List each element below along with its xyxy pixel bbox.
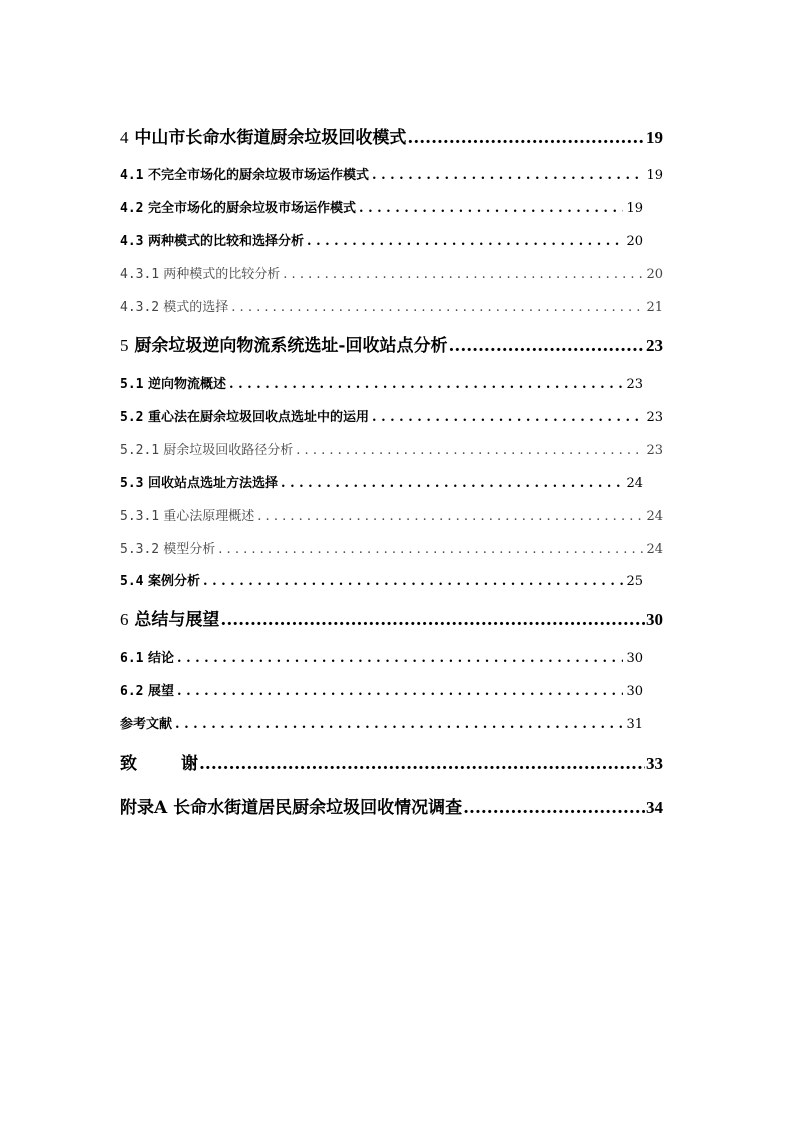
page-number: 19 — [646, 128, 663, 147]
toc-entry-chapter-4[interactable]: 4 中山市长命水街道厨余垃圾回收模式 ..... 19 — [120, 124, 663, 148]
page-number: 24 — [646, 542, 663, 557]
toc-entry-title: 回收站点选址方法选择 — [148, 476, 279, 491]
page-number: 23 — [646, 410, 663, 425]
dot-leader — [257, 509, 643, 524]
toc-entry-5-3-2[interactable]: 5.3.2 模型分析 . . . 24 — [120, 537, 663, 557]
toc-entry-5-2[interactable]: 5.2 重心法在厨余垃圾回收点选址中的运用 . . . 23 — [120, 405, 663, 425]
toc-entry-title: 完全市场化的厨余垃圾市场运作模式 — [148, 201, 357, 216]
toc-entry-5-2-1[interactable]: 5.2.1 厨余垃圾回收路径分析 . . . 23 — [120, 438, 663, 458]
toc-entry-title: 参考文献 — [120, 717, 173, 732]
dot-leader — [203, 574, 623, 589]
page-number: 30 — [626, 684, 643, 699]
page-number: 34 — [646, 798, 663, 817]
toc-entry-title: 长命水街道居民厨余垃圾回收情况调查 — [173, 798, 463, 818]
page-number: 23 — [646, 336, 663, 355]
dot-leader — [231, 300, 643, 315]
toc-entry-title: 总结与展望 — [134, 610, 220, 630]
page-number: 30 — [626, 651, 643, 666]
toc-entry-title: 模型分析 — [163, 542, 216, 557]
page-number: 23 — [646, 443, 663, 458]
toc-entry-title: 谢 — [181, 754, 198, 774]
dot-leader — [281, 476, 623, 491]
dot-leader — [372, 410, 643, 425]
toc-entry-title: 逆向物流概述 — [148, 377, 227, 392]
toc-entry-title: 厨余垃圾回收路径分析 — [163, 443, 294, 458]
dot-leader — [218, 542, 643, 557]
dot-leader — [283, 267, 643, 282]
toc-entry-title: 两种模式的比较和选择分析 — [148, 234, 305, 249]
toc-entry-title: 结论 — [148, 651, 175, 666]
dot-leader — [448, 336, 645, 356]
page-number: 19 — [646, 168, 663, 183]
toc-entry-title: 两种模式的比较分析 — [163, 267, 281, 282]
toc-entry-5-4[interactable]: 5.4 案例分析 . . . 25 — [120, 569, 663, 589]
dot-leader — [359, 201, 623, 216]
toc-entry-title: 案例分析 — [148, 574, 201, 589]
dot-leader — [199, 754, 645, 774]
toc-entry-title: 展望 — [148, 684, 175, 699]
dot-leader — [177, 684, 623, 699]
toc-entry-5-3-1[interactable]: 5.3.1 重心法原理概述 . . . 24 — [120, 504, 663, 524]
dot-leader — [463, 798, 645, 818]
page-number: 20 — [646, 267, 663, 282]
toc-entry-4-1[interactable]: 4.1 不完全市场化的厨余垃圾市场运作模式 . . . 19 — [120, 163, 663, 183]
page-number: 31 — [626, 717, 643, 732]
dot-leader — [307, 234, 623, 249]
toc-entry-5-1[interactable]: 5.1 逆向物流概述 . . . 23 — [120, 372, 663, 392]
page-number: 23 — [626, 377, 643, 392]
toc-entry-references[interactable] — [120, 712, 663, 732]
toc-entry-4-3-2[interactable]: 4.3.2 模式的选择 . . . 21 — [120, 295, 663, 315]
toc-entry-chapter-5[interactable]: 5 厨余垃圾逆向物流系统选址-回收站点分析 ..... 23 — [120, 332, 663, 356]
toc-entry-appendix-a[interactable]: 附录A 长命水街道居民厨余垃圾回收情况调查 ..... 34 — [120, 794, 663, 818]
dot-leader — [175, 717, 623, 732]
page-number: 19 — [626, 201, 643, 216]
dot-leader — [229, 377, 623, 392]
toc-entry-title: 不完全市场化的厨余垃圾市场运作模式 — [148, 168, 370, 183]
page-number: 20 — [626, 234, 643, 249]
toc-entry-title: 重心法在厨余垃圾回收点选址中的运用 — [148, 410, 370, 425]
dot-leader — [296, 443, 643, 458]
toc-entry-acknowledgements[interactable]: 致 谢 ..... 33 — [120, 750, 663, 774]
page-number: 24 — [646, 509, 663, 524]
toc-entry-6-1[interactable]: 6.1 结论 . . . 30 — [120, 646, 663, 666]
toc-entry-title: 重心法原理概述 — [163, 509, 255, 524]
dot-leader — [407, 128, 645, 148]
toc-entry-chapter-6[interactable]: 6 总结与展望 ..... 30 — [120, 606, 663, 630]
dot-leader — [220, 610, 645, 630]
page-number: 30 — [646, 610, 663, 629]
toc-entry-6-2[interactable]: 6.2 展望 . . . 30 — [120, 679, 663, 699]
page-number: 24 — [626, 476, 643, 491]
page-number: 25 — [626, 574, 643, 589]
page-number: 21 — [646, 300, 663, 315]
toc-entry-title: 厨余垃圾逆向物流系统选址-回收站点分析 — [134, 336, 448, 356]
toc-entry-5-3[interactable]: 5.3 回收站点选址方法选择 . . . 24 — [120, 471, 663, 491]
toc-entry-4-2[interactable]: 4.2 完全市场化的厨余垃圾市场运作模式 . . . 19 — [120, 196, 663, 216]
page-number: 33 — [646, 754, 663, 773]
dot-leader — [177, 651, 623, 666]
dot-leader — [372, 168, 643, 183]
toc-entry-title: 中山市长命水街道厨余垃圾回收模式 — [134, 128, 407, 148]
toc-entry-4-3[interactable]: 4.3 两种模式的比较和选择分析 . . . 20 — [120, 229, 663, 249]
toc-entry-title: 模式的选择 — [163, 300, 229, 315]
toc-entry-4-3-1[interactable]: 4.3.1 两种模式的比较分析 . . . 20 — [120, 262, 663, 282]
